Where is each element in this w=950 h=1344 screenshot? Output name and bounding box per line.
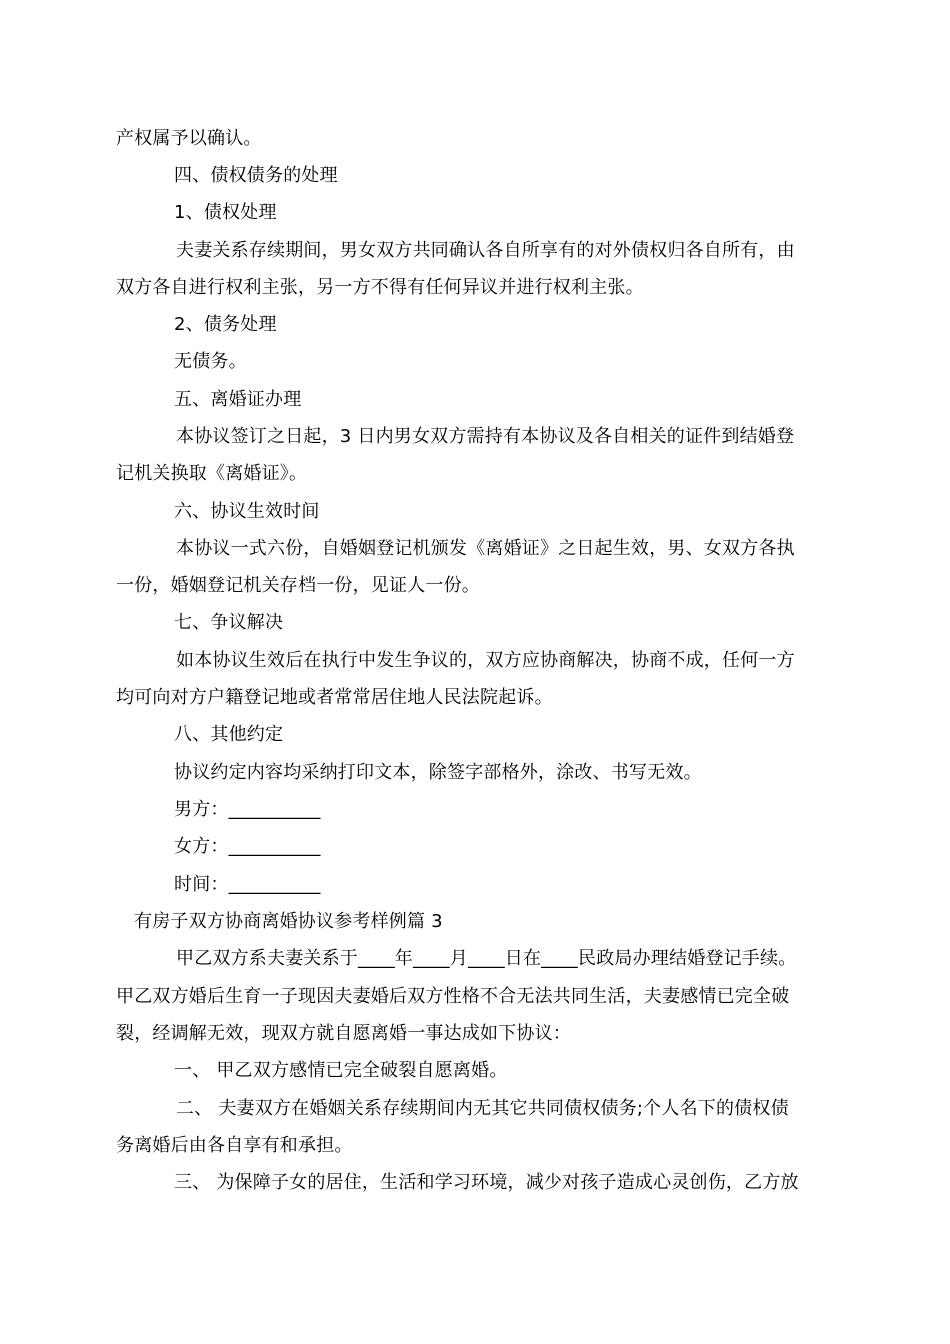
text-line: 本协议一式六份，自婚姻登记机颁发《离婚证》之日起生效，男、女双方各执	[176, 538, 795, 559]
text-line: 甲乙双方系夫妻关系于____年____月____日在____民政局办理结婚登记手续。	[176, 948, 797, 969]
article-title: 有房子双方协商离婚协议参考样例篇 3	[134, 911, 443, 932]
text-line: 协议约定内容均采纳打印文本，除签字部格外，涂改、书写无效。	[174, 762, 702, 783]
text-line: 记机关换取《离婚证》。	[116, 463, 308, 484]
section-heading: 七、争议解决	[174, 612, 284, 633]
text-line: 本协议签订之日起，3 日内男女双方需持有本协议及各自相关的证件到结婚登	[176, 426, 795, 447]
signature-line-female: 女方：__________	[174, 836, 321, 857]
text-line: 产权属予以确认。	[116, 128, 262, 149]
subsection-heading: 1、债权处理	[174, 202, 277, 223]
text-line: 裂，经调解无效，现双方就自愿离婚一事达成如下协议：	[116, 1023, 571, 1044]
text-line: 一份，婚姻登记机关存档一份，见证人一份。	[116, 575, 480, 596]
text-line: 如本协议生效后在执行中发生争议的，双方应协商解决，协商不成，任何一方	[176, 650, 795, 671]
signature-line-date: 时间：__________	[174, 874, 321, 895]
text-line: 均可向对方户籍登记地或者常常居住地人民法院起诉。	[116, 687, 553, 708]
text-line: 甲乙双方婚后生育一子现因夫妻婚后双方性格不合无法共同生活，夫妻感情已完全破	[116, 986, 790, 1007]
section-heading: 五、离婚证办理	[174, 389, 302, 410]
text-line: 夫妻关系存续期间，男女双方共同确认各自所享有的对外债权归各自所有，由	[176, 240, 795, 261]
section-heading: 六、协议生效时间	[174, 501, 320, 522]
clause-line: 二、 夫妻双方在婚姻关系存续期间内无其它共同债权债务;个人名下的债权债	[176, 1098, 789, 1119]
text-line: 务离婚后由各自享有和承担。	[116, 1135, 353, 1156]
subsection-heading: 2、债务处理	[174, 314, 277, 335]
text-line: 双方各自进行权利主张，另一方不得有任何异议并进行权利主张。	[116, 277, 644, 298]
clause-line: 三、 为保障子女的居住，生活和学习环境，减少对孩子造成心灵创伤，乙方放	[174, 1172, 799, 1193]
section-heading: 四、债权债务的处理	[174, 165, 338, 186]
signature-line-male: 男方：__________	[174, 799, 321, 820]
clause-line: 一、 甲乙双方感情已完全破裂自愿离婚。	[174, 1060, 508, 1081]
section-heading: 八、其他约定	[174, 724, 284, 745]
text-line: 无债务。	[174, 351, 247, 372]
